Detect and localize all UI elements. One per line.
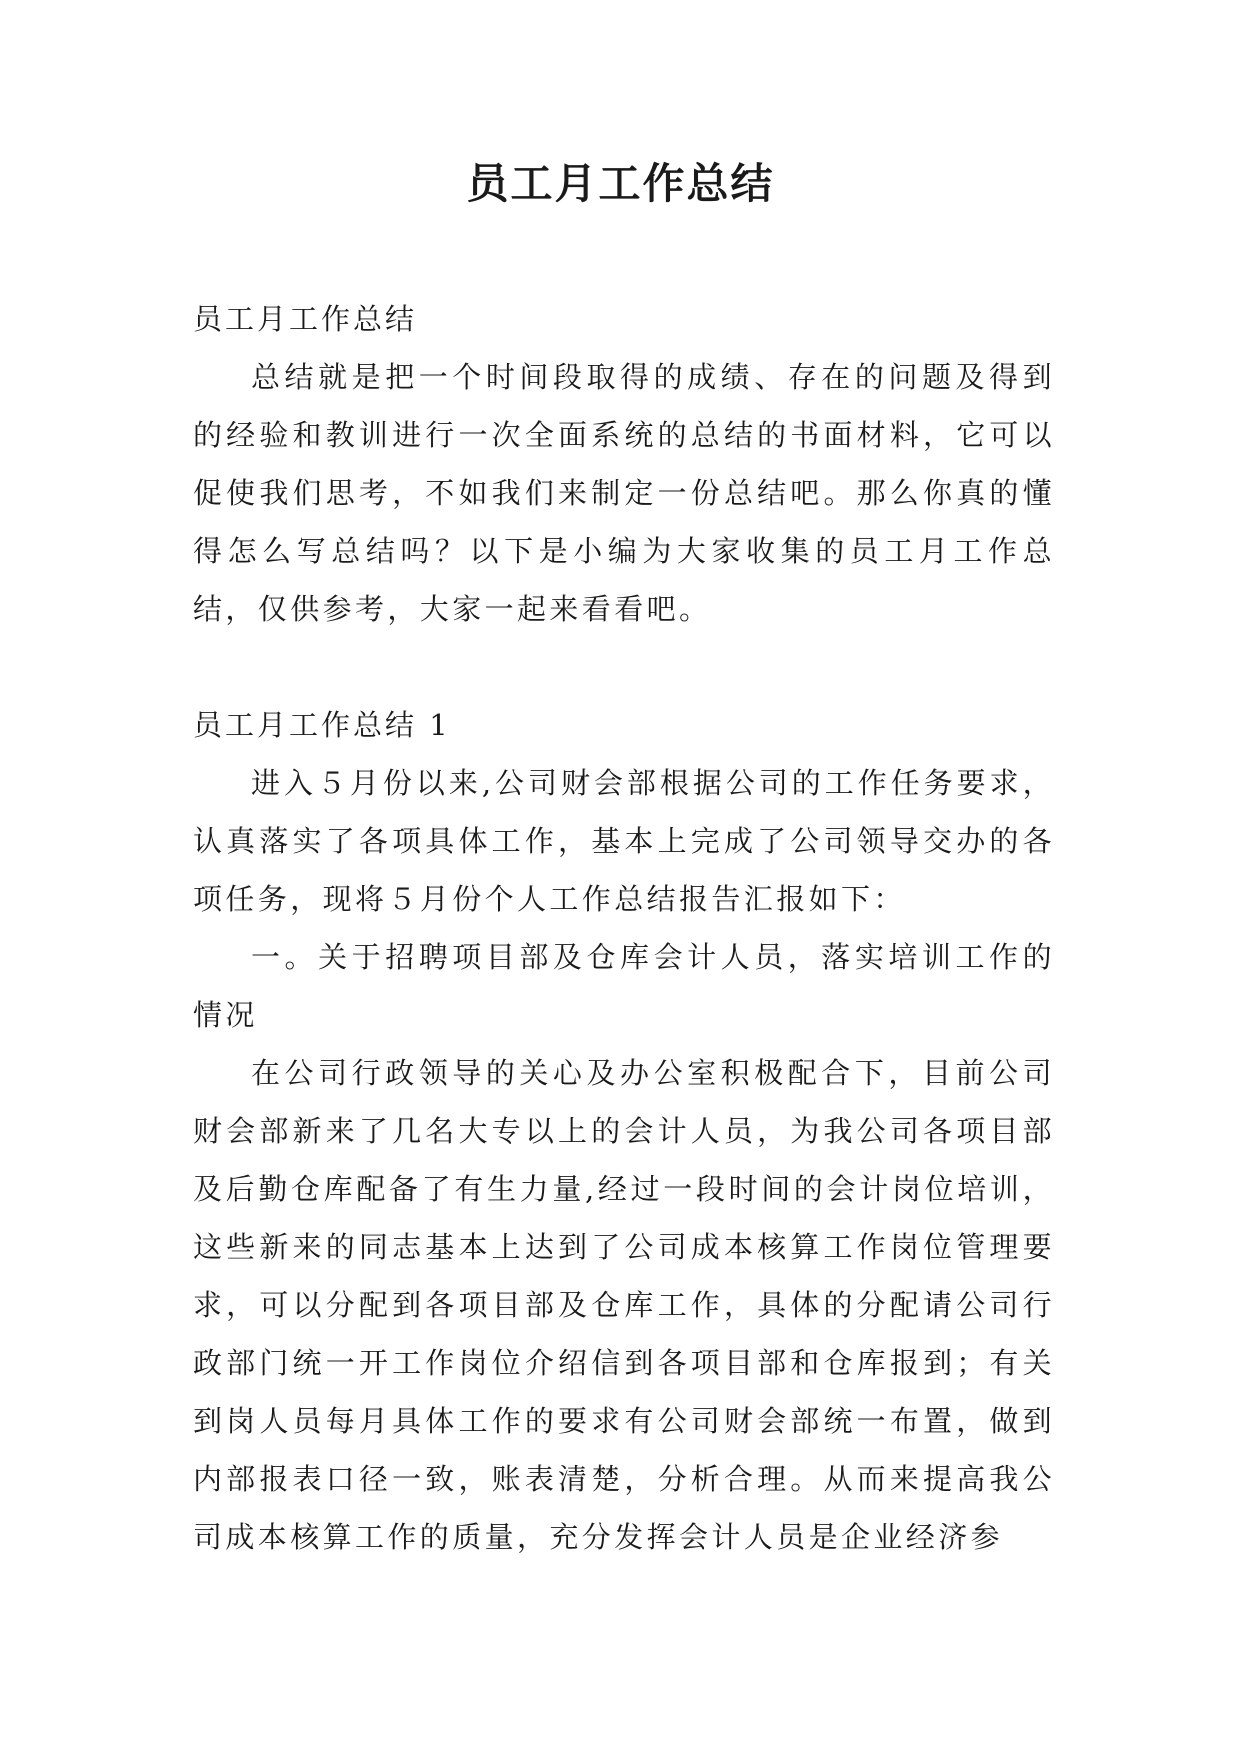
- document-title: 员工月工作总结: [466, 159, 775, 208]
- intro-heading: 员工月工作总结: [193, 302, 418, 336]
- section1-paragraph-2: 一。关于招聘项目部及仓库会计人员，落实培训工作的情况: [193, 940, 1055, 1032]
- document-body: [193, 290, 1055, 1566]
- section1-paragraph-3: 在公司行政领导的关心及办公室积极配合下，目前公司财会部新来了几名大专以上的会计人员，为我公司各项目部及后勤仓库配备了有生力量,经过一段时间的会计岗位培训，这些新来的同志基本上达到了公司成本核算工作岗位管理要求，可以分配到各项目部及仓库工作，具体的分配请公司行政部门统一开工作岗位介绍信到各项目部和仓库报到；有关到岗人员每月具体工作的要求有公司财会部统一布置，做到内部报表口径一致，账表清楚，分析合理。从而来提高我公司成本核算工作的质量，充分发挥会计人员是企业经济参: [193, 1056, 1055, 1554]
- section1-heading: 员工月工作总结 1: [193, 708, 451, 742]
- intro-paragraph: 总结就是把一个时间段取得的成绩、存在的问题及得到的经验和教训进行一次全面系统的总结的书面材料，它可以促使我们思考，不如我们来制定一份总结吧。那么你真的懂得怎么写总结吗？以下是小编为大家收集的员工月工作总结，仅供参考，大家一起来看看吧。: [193, 360, 1055, 626]
- section1-paragraph-1: 进入５月份以来,公司财会部根据公司的工作任务要求，认真落实了各项具体工作，基本上完成了公司领导交办的各项任务，现将５月份个人工作总结报告汇报如下：: [193, 766, 1055, 916]
- section-spacer: [193, 638, 1055, 696]
